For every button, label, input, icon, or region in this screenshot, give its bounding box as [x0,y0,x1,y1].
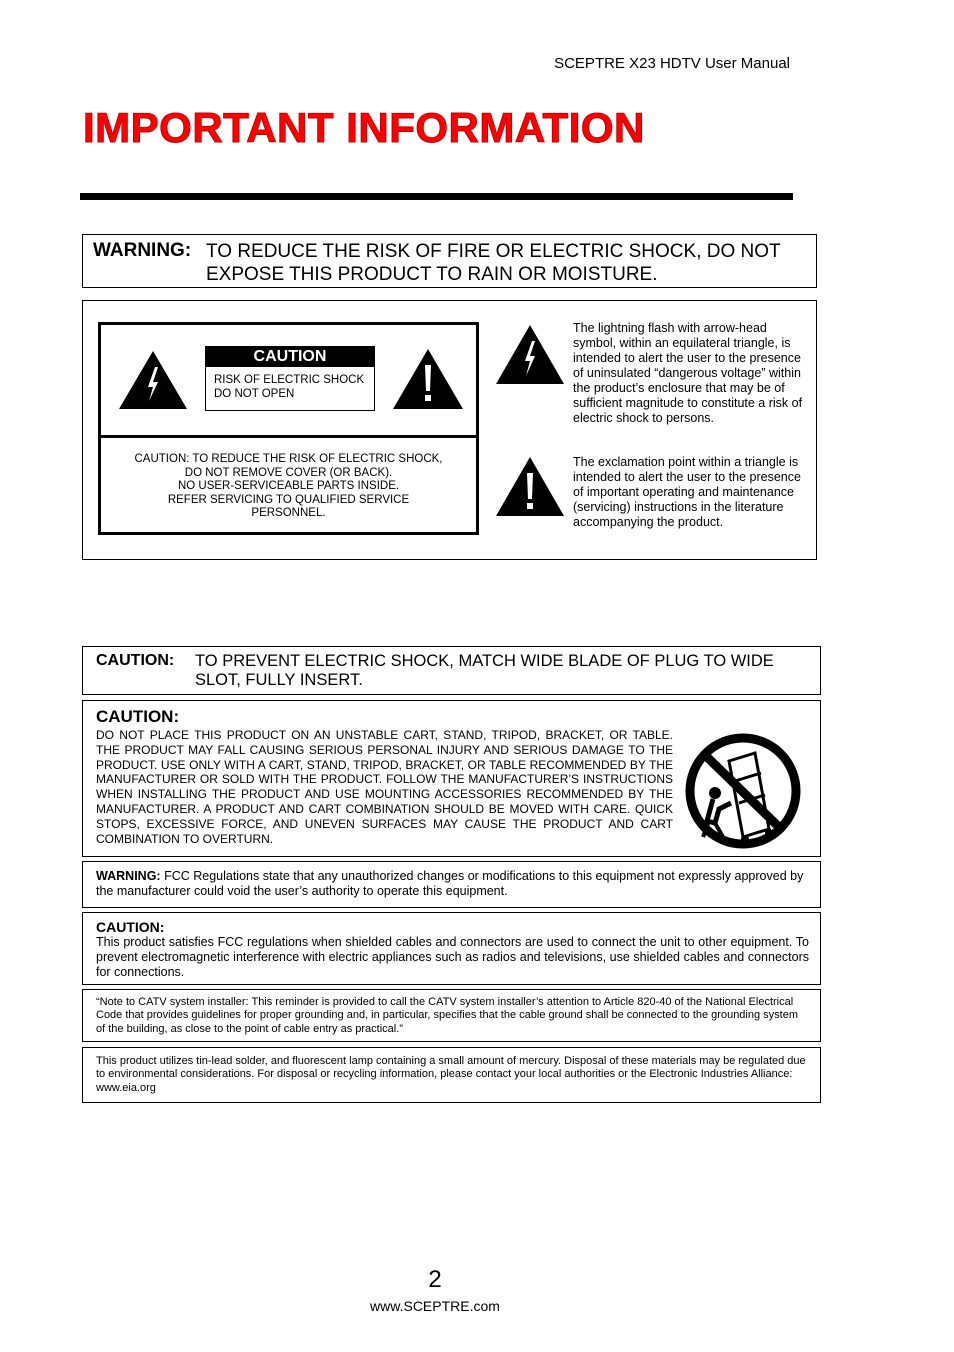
disposal-note-text: This product utilizes tin-lead solder, and fluorescent lamp containing a small amount of mercury. Disposal of these materials may be regulated due to environmental considerations. For disposal or recycling information, please contact your local authorities or the Electronic Industries Alliance: www.eia.org [96,1055,806,1094]
fcc-caution-heading: CAUTION: [96,919,165,935]
cart-caution-heading: CAUTION: [96,707,180,726]
manual-header: SCEPTRE X23 HDTV User Manual [554,55,790,72]
label-text-line2: DO NOT REMOVE COVER (OR BACK). [184,466,393,479]
label-text-line4: REFER SERVICING TO QUALIFIED SERVICE [167,493,410,506]
cart-caution-box [82,700,821,857]
caution-sticker-line1: RISK OF ELECTRIC SHOCK [214,374,365,386]
label-text-line1: CAUTION: TO REDUCE THE RISK OF ELECTRIC SHOCK, [134,453,443,465]
no-unstable-cart-icon [685,733,801,849]
fcc-warning-text: FCC Regulations state that any unauthorized changes or modifications to this equipment not expressly approved by the manufacturer could void the user’s authority to operate this equipment. [96,869,804,898]
fcc-caution-text: This product satisfies FCC regulations when shielded cables and connectors are used to connect the unit to other equipment. To prevent electromagnetic interference with electric appliances such as radios and televisions, use shielded cables and connectors for connections. [96,935,809,979]
label-divider [101,435,476,438]
title-rule [80,193,793,200]
label-caution-text [101,453,476,521]
rain-warning-box [82,234,817,288]
exclamation-triangle-icon [494,455,566,518]
caution-sticker-heading: CAUTION [206,347,374,367]
fcc-warning-label: WARNING: [96,869,161,883]
label-text-line5: PERSONNEL. [251,507,326,519]
caution-sticker-line2: DO NOT OPEN [214,388,295,400]
lightning-triangle-icon [117,349,189,411]
footer-website: www.SCEPTRE.com [370,1298,500,1314]
fcc-warning-box [82,861,821,908]
disposal-note-box [82,1047,821,1103]
fcc-caution-box [82,912,821,985]
warning-label: WARNING: [93,240,192,261]
exclamation-explanation: The exclamation point within a triangle is intended to alert the user to the presence of important operating and maintenance (servicing) instructions in the literature accompanying the product. [573,455,801,529]
plug-caution-label: CAUTION: [96,652,175,669]
lightning-triangle-icon [494,323,566,386]
caution-label-panel [98,322,479,535]
plug-caution-box [82,646,821,695]
page-title: IMPORTANT INFORMATION [83,104,645,151]
label-text-line3: NO USER-SERVICEABLE PARTS INSIDE. [177,480,400,492]
plug-caution-text: TO PREVENT ELECTRIC SHOCK, MATCH WIDE BLADE OF PLUG TO WIDE SLOT, FULLY INSERT. [195,652,774,689]
cart-caution-text: DO NOT PLACE THIS PRODUCT ON AN UNSTABLE CART, STAND, TRIPOD, BRACKET, OR TABLE. THE PRODUCT MAY FALL CAUSING SERIOUS PERSONAL INJURY AND SERIOUS DAMAGE TO THE PRODUCT. USE ONLY WITH A CART, STAND, TRIPOD, BRACKET, OR TABLE RECOMMENDED BY THE MANUFACTURER OR SOLD WITH THE PRODUCT. FOLLOW THE MANUFACTURER’S INSTRUCTIONS WHEN INSTALLING THE PRODUCT AND USE MOUNTING ACCESSORIES RECOMMENDED BY THE MANUFACTURER. A PRODUCT AND CART COMBINATION SHOULD BE MOVED WITH CARE. QUICK STOPS, EXCESSIVE FORCE, AND UNEVEN SURFACES MAY CAUSE THE PRODUCT AND CART COMBINATION TO OVERTURN. [96,728,673,846]
lightning-explanation: The lightning flash with arrow-head symbol, within an equilateral triangle, is intended to alert the user to the presence of uninsulated “dangerous voltage” within the product’s enclosure that may be of sufficient magnitude to constitute a risk of electric shock to persons. [573,321,803,425]
catv-note-text: “Note to CATV system installer: This reminder is provided to call the CATV system installer’s attention to Article 820-40 of the National Electrical Code that provides guidelines for proper grounding and, in particular, specifies that the cable ground shall be connected to the grounding system of the building, as close to the point of cable entry as practical.” [96,996,799,1035]
caution-sticker [205,346,375,411]
page-number: 2 [428,1266,442,1293]
catv-note-box [82,989,821,1042]
exclamation-triangle-icon [391,347,465,411]
warning-text: TO REDUCE THE RISK OF FIRE OR ELECTRIC SHOCK, DO NOT EXPOSE THIS PRODUCT TO RAIN OR MOISTURE. [206,241,781,285]
